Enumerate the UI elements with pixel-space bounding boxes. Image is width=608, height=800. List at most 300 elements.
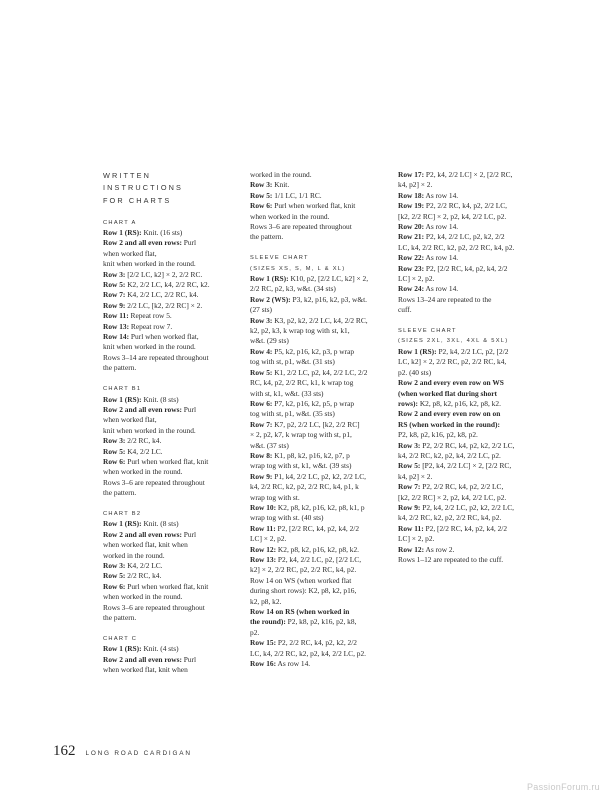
row-text: As row 14. [424, 190, 459, 200]
instruction-line [250, 430, 386, 440]
row-text: Row 14 on WS (when worked flat [250, 575, 352, 585]
chart-heading: CHART A [103, 219, 137, 226]
row-label: Row 17: [398, 170, 425, 179]
instruction-line [250, 576, 386, 586]
instruction-line [103, 665, 243, 675]
row-text: k4, p2] × 2. [398, 471, 433, 481]
row-text: K10, p2, [2/2 LC, k2] × 2, [288, 274, 369, 284]
row-label: Row 2 and all even rows: [103, 238, 182, 248]
row-label: Row 1 (RS): [250, 274, 289, 284]
row-label: Row 5: [250, 190, 273, 200]
instruction-line [103, 228, 243, 238]
row-text: k2] × 2, 2/2 RC, p2, 2/2 RC, k4, p2. [250, 565, 357, 575]
instruction-line [398, 399, 536, 409]
row-text: P2, k4, 2/2 LC, p2, [2/2 [436, 346, 509, 356]
row-text: P2, 2/2 RC, k4, p2, k2, 2/2 LC, [420, 440, 515, 450]
row-label: Row 6: [250, 398, 273, 408]
instruction-line [250, 420, 386, 430]
instruction-line [103, 655, 243, 665]
instruction-line [398, 232, 536, 242]
row-text: the pattern. [103, 488, 137, 498]
row-text: k2, p8, k2. [250, 596, 282, 606]
instruction-line [398, 222, 536, 232]
row-text: P2, k4, 2/2 LC, p2, [2/2 LC, [276, 555, 362, 565]
row-label: Row 12: [250, 544, 277, 554]
row-label: Row 9: [250, 471, 273, 481]
row-text: P3, k2, p16, k2, p3, w&t. [290, 294, 368, 304]
row-text: LC] × 2, p2. [398, 534, 435, 544]
row-label: Row 8: [250, 450, 273, 460]
instruction-line [398, 524, 536, 534]
instruction-line [250, 441, 386, 451]
row-text: [P2, k4, 2/2 LC] × 2, [2/2 RC, [420, 461, 512, 471]
row-label: Row 2 and all even rows: [103, 654, 182, 664]
instruction-line [103, 290, 243, 300]
row-text: wrap tog with st, k1, w&t. (39 sts) [250, 461, 352, 471]
instruction-line [398, 503, 536, 513]
instruction-line [250, 586, 386, 596]
instruction-line [250, 389, 386, 399]
instruction-line [103, 353, 243, 363]
section-title: FOR CHARTS [103, 195, 172, 205]
row-text: when worked in the round. [103, 592, 183, 602]
instruction-line [398, 212, 536, 222]
instruction-line [103, 395, 243, 405]
instruction-line [398, 472, 536, 482]
row-text: when worked in the round. [103, 467, 183, 477]
row-label: the round): [250, 617, 286, 627]
row-text: P2, [2/2 RC, k4, p2, k4, 2/2 [424, 263, 508, 273]
row-label: Row 9: [398, 502, 421, 512]
instruction-line [250, 399, 386, 409]
row-text: Rows 13–24 are repeated to the [398, 294, 492, 304]
row-text: w&t. (29 sts) [250, 336, 289, 346]
instruction-line [250, 368, 386, 378]
page-number: 162 [53, 743, 76, 759]
spacer [103, 207, 243, 217]
instruction-line [103, 551, 243, 561]
watermark: PassionForum.ru [526, 782, 600, 792]
instruction-line [103, 530, 243, 540]
row-label: Row 3: [103, 269, 126, 279]
row-label: Row 21: [398, 232, 425, 242]
row-text: K4, 2/2 LC. [125, 446, 163, 456]
row-text: knit when worked in the round. [103, 425, 196, 435]
row-text: Knit. (8 sts) [141, 394, 179, 404]
chart-heading: SLEEVE CHART [398, 328, 457, 335]
instruction-line [250, 180, 386, 190]
instruction-line [250, 649, 386, 659]
row-text: P5, k2, p16, k2, p3, p wrap [272, 346, 355, 356]
row-text: K1, 2/2 LC, p2, k4, 2/2 LC, 2/2 [272, 367, 368, 377]
row-text: Rows 3–6 are repeated throughout [250, 222, 352, 232]
row-text: 2/2 RC, k4. [125, 436, 162, 446]
row-text: Knit. (8 sts) [141, 519, 179, 529]
row-label: Row 14 on RS (when worked in [250, 607, 350, 617]
row-label: Row 7: [250, 419, 273, 429]
row-text: Purl when worked flat, [129, 332, 199, 342]
row-text: As row 14. [424, 253, 459, 263]
row-text: with st, k1, w&t. (33 sts) [250, 388, 324, 398]
row-label: Row 6: [250, 201, 273, 211]
instruction-line [103, 405, 243, 415]
column-1 [103, 170, 243, 675]
row-text: P2, [2/2 RC, k4, p2, k4, 2/2 [423, 523, 508, 533]
spacer [250, 243, 386, 253]
instruction-line [398, 191, 536, 201]
row-text: P2, k8, p2, k16, p2, k8, p2. [398, 430, 478, 440]
row-text: K2, p8, k2, p16, k2, p8, k2. [276, 544, 360, 554]
row-text: k4, 2/2 RC, k2, p2, 2/2 RC, k4, p2. [398, 513, 502, 523]
instruction-line [250, 565, 386, 575]
row-label: Row 5: [103, 446, 126, 456]
chart-heading: CHART B1 [103, 386, 142, 393]
row-text: 2/2 LC, [k2, 2/2 RC] × 2. [125, 300, 203, 310]
spacer [103, 499, 243, 509]
row-text: Rows 3–6 are repeated throughout [103, 477, 205, 487]
spacer [398, 316, 536, 326]
instruction-line [103, 540, 243, 550]
row-text: Purl [181, 238, 197, 248]
instruction-line [398, 430, 536, 440]
row-label: rows): [398, 398, 418, 408]
instruction-line [398, 357, 536, 367]
instruction-line [398, 170, 536, 180]
instruction-line [250, 524, 386, 534]
row-label: Row 13: [250, 555, 277, 565]
row-text: tog with st, p1, w&t. (35 sts) [250, 409, 335, 419]
chart-heading: SLEEVE CHART [250, 255, 309, 262]
instruction-line [250, 461, 386, 471]
instruction-line [398, 378, 536, 388]
instruction-line [103, 436, 243, 446]
chart-heading: (SIZES XS, S, M, L & XL) [250, 265, 346, 272]
row-label: Row 24: [398, 284, 425, 294]
chart-heading: CHART C [103, 635, 138, 642]
row-label: Row 7: [103, 290, 126, 300]
row-text: during short rows): K2, p8, k2, p16, [250, 586, 357, 596]
row-text: Rows 1–12 are repeated to the cuff. [398, 555, 504, 565]
row-text: P2, [2/2 RC, k4, p2, k4, 2/2 [275, 523, 360, 533]
row-text: the pattern. [103, 363, 137, 373]
row-label: Row 7: [398, 482, 421, 492]
instruction-line [103, 415, 243, 425]
row-text: p2. [250, 627, 260, 637]
instruction-line [250, 493, 386, 503]
instruction-line [250, 638, 386, 648]
instruction-line [250, 513, 386, 523]
instruction-line [103, 592, 243, 602]
row-text: Purl [181, 529, 197, 539]
row-label: Row 19: [398, 201, 425, 211]
row-text: when worked flat, knit when [103, 665, 188, 675]
row-text: Rows 3–6 are repeated throughout [103, 602, 205, 612]
instruction-line [250, 295, 386, 305]
row-text: w&t. (37 sts) [250, 440, 289, 450]
instruction-line [103, 249, 243, 259]
instruction-line [103, 342, 243, 352]
instruction-line [250, 617, 386, 627]
row-text: P2, 2/2 RC, k4, p2, 2/2 LC, [424, 201, 508, 211]
instruction-line [250, 378, 386, 388]
row-label: Row 10: [250, 502, 277, 512]
row-text: when worked flat, [103, 248, 157, 258]
row-text: wrap tog with st. [250, 492, 300, 502]
row-text: Purl when worked flat, knit [125, 581, 209, 591]
row-text: tog with st, p1, w&t. (31 sts) [250, 357, 335, 367]
row-text: P2, 2/2 RC, k4, p2, k2, 2/2 [276, 638, 357, 648]
row-label: Row 4: [250, 346, 273, 356]
row-text: Purl [181, 654, 197, 664]
row-label: (when worked flat during short [398, 388, 497, 398]
instruction-line [250, 284, 386, 294]
row-label: Row 5: [250, 367, 273, 377]
instruction-line [103, 478, 243, 488]
instruction-line [103, 270, 243, 280]
row-label: Row 18: [398, 190, 425, 200]
row-text: As row 14. [276, 659, 311, 669]
row-text: p2. (40 sts) [398, 367, 432, 377]
row-text: P2, k8, p2, k16, p2, k8, [285, 617, 357, 627]
instruction-line [250, 597, 386, 607]
row-label: Row 1 (RS): [103, 519, 142, 529]
row-text: cuff. [398, 305, 412, 315]
row-label: Row 6: [103, 581, 126, 591]
row-text: 2/2 RC, k4. [125, 571, 162, 581]
instruction-line [398, 305, 536, 315]
row-label: Row 2 and all even rows: [103, 529, 182, 539]
row-text: worked in the round. [103, 550, 165, 560]
row-text: k4, 2/2 RC, k2, p2, 2/2 RC, k4, p1, k [250, 482, 359, 492]
row-text: knit when worked in the round. [103, 259, 196, 269]
row-text: [k2, 2/2 RC] × 2, p2, k4, 2/2 LC, p2. [398, 211, 507, 221]
instruction-line [250, 347, 386, 357]
chart-heading: (SIZES 2XL, 3XL, 4XL & 5XL) [398, 338, 509, 345]
instruction-line [398, 493, 536, 503]
row-label: Row 20: [398, 222, 425, 232]
instruction-line [398, 545, 536, 555]
instruction-line [250, 409, 386, 419]
instruction-line [250, 222, 386, 232]
row-label: Row 11: [250, 523, 276, 533]
row-text: K3, p2, k2, 2/2 LC, k4, 2/2 RC, [272, 315, 368, 325]
instruction-line [250, 316, 386, 326]
row-text: P2, k4, 2/2 LC, p2, k2, 2/2 [424, 232, 505, 242]
row-label: Row 22: [398, 253, 425, 263]
row-label: Row 11: [398, 523, 424, 533]
instruction-line [398, 389, 536, 399]
row-label: Row 2 and all even rows: [103, 404, 182, 414]
row-label: Row 23: [398, 263, 425, 273]
row-text: K2, p8, k2, p16, k2, p8, k1, p [276, 502, 365, 512]
page-footer [53, 743, 192, 760]
instruction-line [103, 488, 243, 498]
instruction-line [103, 644, 243, 654]
row-text: K2, 2/2 LC, k4, 2/2 RC, k2. [125, 280, 210, 290]
row-text: Purl [181, 404, 197, 414]
instruction-line [250, 451, 386, 461]
row-label: Row 2 and every even row on on [398, 409, 501, 419]
instruction-line [103, 467, 243, 477]
row-label: Row 14: [103, 332, 130, 342]
instruction-line [250, 191, 386, 201]
instruction-line [398, 368, 536, 378]
instruction-line [103, 280, 243, 290]
instruction-line [103, 603, 243, 613]
instruction-line [398, 295, 536, 305]
instruction-line [103, 447, 243, 457]
instruction-line [398, 347, 536, 357]
row-text: As row 14. [424, 222, 459, 232]
row-text: Purl when worked flat, knit [272, 201, 356, 211]
row-label: RS (when worked in the round): [398, 419, 500, 429]
spacer [103, 374, 243, 384]
instruction-line [398, 482, 536, 492]
row-text: K7, p2, 2/2 LC, [k2, 2/2 RC] [272, 419, 360, 429]
row-text: P2, k4, 2/2 LC] × 2, [2/2 RC, [424, 170, 513, 179]
instruction-line [250, 659, 386, 669]
instruction-line [103, 519, 243, 529]
row-text: Knit. (16 sts) [141, 228, 183, 238]
section-title: INSTRUCTIONS [103, 183, 183, 193]
instruction-line [103, 332, 243, 342]
row-label: Row 9: [103, 300, 126, 310]
row-text: when worked flat, [103, 415, 157, 425]
instruction-line [103, 561, 243, 571]
instruction-line [103, 582, 243, 592]
row-text: LC] × 2, p2. [398, 274, 435, 284]
row-label: Row 1 (RS): [398, 346, 437, 356]
row-label: Row 5: [103, 571, 126, 581]
row-label: Row 3: [250, 315, 273, 325]
row-text: Rows 3–14 are repeated throughout [103, 352, 209, 362]
instruction-line [398, 201, 536, 211]
row-text: Knit. (4 sts) [141, 644, 179, 654]
instruction-line [103, 311, 243, 321]
row-text: 1/1 LC, 1/1 RC. [272, 190, 322, 200]
instruction-line [103, 322, 243, 332]
row-label: Row 1 (RS): [103, 644, 142, 654]
instruction-line [250, 232, 386, 242]
row-label: Row 12: [398, 544, 425, 554]
row-text: the pattern. [103, 613, 137, 623]
instruction-line [250, 472, 386, 482]
row-text: [2/2 LC, k2] × 2, 2/2 RC. [125, 269, 203, 279]
row-label: Row 2 (WS): [250, 294, 291, 304]
spacer [103, 623, 243, 633]
instruction-line [398, 409, 536, 419]
chart-heading: CHART B2 [103, 510, 142, 517]
row-text: worked in the round. [250, 170, 312, 179]
row-text: k2, p2, k3, k wrap tog with st, k1, [250, 326, 350, 336]
row-text: k4, p2] × 2. [398, 180, 433, 190]
row-text: 2/2 RC, p2, k3, w&t. (34 sts) [250, 284, 336, 294]
row-text: the pattern. [250, 232, 284, 242]
row-text: Repeat row 7. [129, 321, 173, 331]
row-text: Purl when worked flat, knit [125, 456, 209, 466]
instruction-line [398, 284, 536, 294]
instruction-line [250, 628, 386, 638]
row-text: when worked flat, knit when [103, 540, 188, 550]
row-text: P2, 2/2 RC, k4, p2, 2/2 LC, [420, 482, 504, 492]
instruction-line [103, 363, 243, 373]
row-text: [k2, 2/2 RC] × 2, p2, k4, 2/2 LC, p2. [398, 492, 507, 502]
row-label: Row 5: [103, 280, 126, 290]
instruction-line [398, 243, 536, 253]
row-text: LC, k2] × 2, 2/2 RC, p2, 2/2 RC, k4, [398, 357, 507, 367]
row-text: LC, k4, 2/2 RC, k2, p2, k4, 2/2 LC, p2. [250, 648, 366, 658]
row-text: LC, k4, 2/2 RC, k2, p2, 2/2 RC, k4, p2. [398, 242, 515, 252]
row-label: Row 15: [250, 638, 277, 648]
row-label: Row 3: [103, 436, 126, 446]
instruction-line [250, 336, 386, 346]
row-label: Row 3: [103, 560, 126, 570]
row-label: Row 3: [398, 440, 421, 450]
row-label: Row 1 (RS): [103, 228, 142, 238]
instruction-line [250, 212, 386, 222]
row-text: K4, 2/2 LC. [125, 560, 163, 570]
instruction-line [250, 326, 386, 336]
row-text: P1, k4, 2/2 LC, p2, k2, 2/2 LC, [272, 471, 366, 481]
row-label: Row 6: [103, 456, 126, 466]
row-text: K4, 2/2 LC, 2/2 RC, k4. [125, 290, 199, 300]
row-text: knit when worked in the round. [103, 342, 196, 352]
instruction-line [398, 555, 536, 565]
instruction-line [398, 253, 536, 263]
row-label: Row 1 (RS): [103, 394, 142, 404]
instruction-line [250, 274, 386, 284]
instruction-line [398, 513, 536, 523]
column-3 [398, 170, 536, 565]
row-text: P2, k4, 2/2 LC, p2, k2, 2/2 LC, [420, 502, 514, 512]
instruction-line [103, 259, 243, 269]
row-label: Row 2 and every even row on WS [398, 378, 504, 388]
instruction-line [103, 301, 243, 311]
column-2 [250, 170, 386, 669]
instruction-line [250, 607, 386, 617]
instruction-line [398, 420, 536, 430]
instruction-line [398, 441, 536, 451]
instruction-line [250, 305, 386, 315]
instruction-line [250, 534, 386, 544]
instruction-line [250, 201, 386, 211]
row-text: × 2, p2, k7, k wrap tog with st, p1, [250, 430, 352, 440]
instruction-line [398, 461, 536, 471]
row-text: LC] × 2, p2. [250, 534, 287, 544]
row-text: Knit. [272, 180, 290, 190]
instruction-line [103, 613, 243, 623]
instruction-line [103, 457, 243, 467]
running-title: LONG ROAD CARDIGAN [85, 750, 192, 757]
instruction-line [250, 170, 386, 180]
instruction-line [398, 451, 536, 461]
instruction-line [398, 274, 536, 284]
instruction-line [398, 534, 536, 544]
instruction-line [103, 571, 243, 581]
instruction-line [398, 264, 536, 274]
instruction-line [250, 482, 386, 492]
instruction-line [103, 426, 243, 436]
row-text: k4, 2/2 RC, k2, p2, k4, 2/2 LC, p2. [398, 450, 501, 460]
row-text: As row 14. [424, 284, 459, 294]
row-text: K1, p8, k2, p16, k2, p7, p [272, 450, 350, 460]
row-text: wrap tog with st. (40 sts) [250, 513, 324, 523]
row-label: Row 11: [103, 311, 129, 321]
instruction-line [250, 357, 386, 367]
row-text: (27 sts) [250, 305, 272, 315]
row-text: RC, k4, p2, 2/2 RC, k1, k wrap tog [250, 378, 354, 388]
row-label: Row 5: [398, 461, 421, 471]
